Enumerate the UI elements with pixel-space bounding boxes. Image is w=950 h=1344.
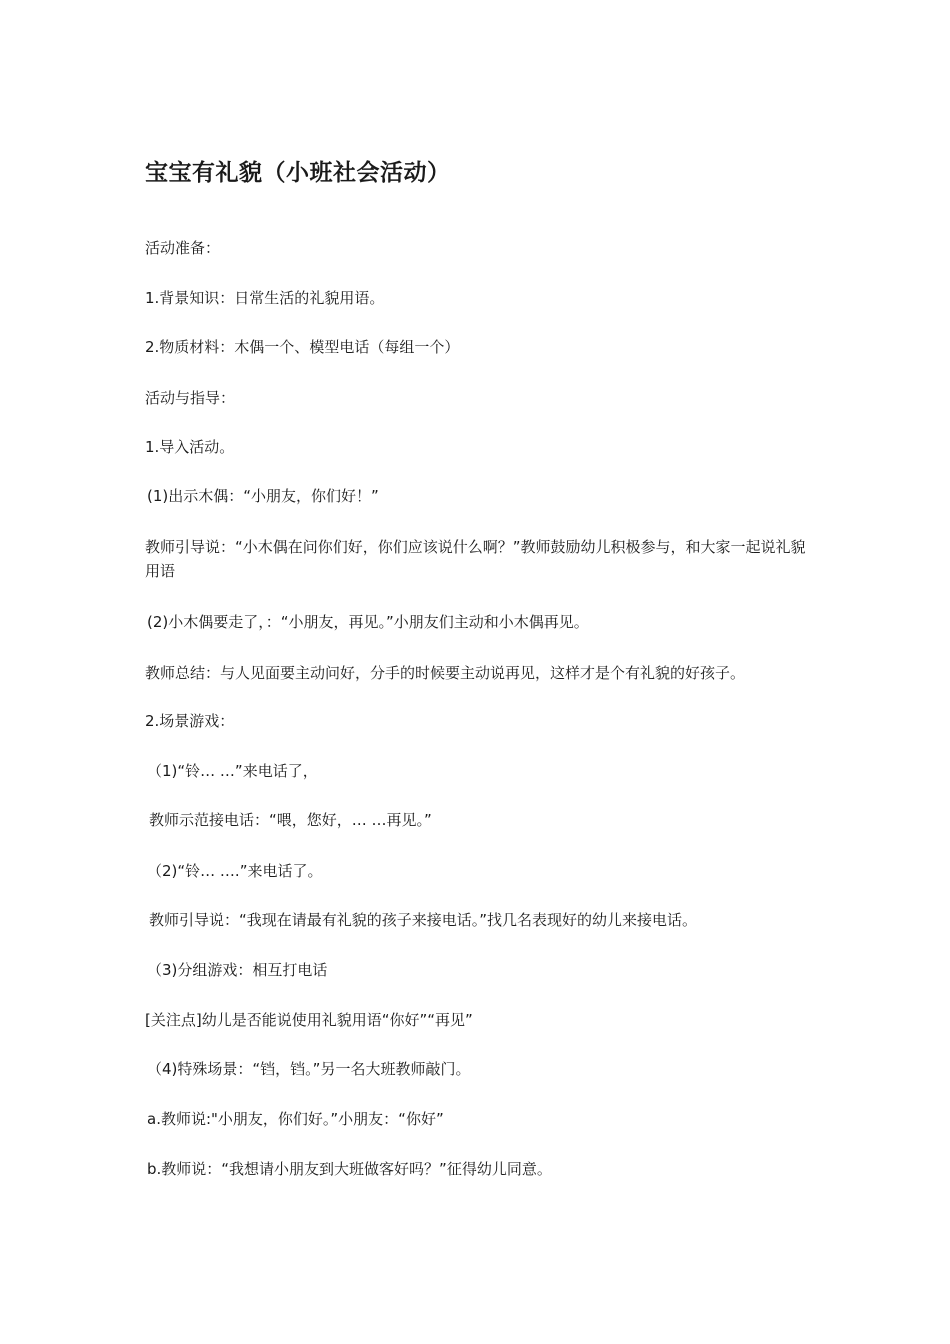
paragraph-intro-activity: 1.导入活动。 <box>145 438 235 456</box>
paragraph-scene-game: 2.场景游戏： <box>145 712 235 730</box>
paragraph-teacher-summary: 教师总结：与人见面要主动问好，分手的时候要主动说再见，这样才是个有礼貌的好孩子。 <box>145 664 746 682</box>
paragraph-puppet-leaves: (2)小木偶要走了，：“小朋友，再见。”小朋友们主动和小木偶再见。 <box>147 613 589 631</box>
paragraph-phone-ring-1: （1)“铃… …”来电话了， <box>147 762 318 780</box>
paragraph-special-scene: （4)特殊场景：“铛，铛。”另一名大班教师敲门。 <box>147 1060 471 1078</box>
document-title: 宝宝有礼貌（小班社会活动） <box>145 160 451 186</box>
paragraph-materials: 2.物质材料：木偶一个、模型电话（每组一个） <box>145 338 460 356</box>
paragraph-teacher-guide-1: 教师引导说：“小木偶在问你们好，你们应该说什么啊？”教师鼓励幼儿积极参与，和大家一起说礼貌用语 <box>145 538 806 580</box>
paragraph-item-b: b.教师说：“我想请小朋友到大班做客好吗？”征得幼儿同意。 <box>147 1160 552 1178</box>
paragraph-preparation-heading: 活动准备： <box>145 239 221 257</box>
paragraph-guidance-heading: 活动与指导： <box>145 389 236 407</box>
paragraph-background-knowledge: 1.背景知识：日常生活的礼貌用语。 <box>145 289 385 307</box>
paragraph-phone-ring-2: （2)“铃… ….”来电话了。 <box>147 862 323 880</box>
paragraph-group-game: （3)分组游戏：相互打电话 <box>147 961 328 979</box>
paragraph-item-a: a.教师说:"小朋友，你们好。”小朋友：“你好” <box>147 1110 444 1128</box>
paragraph-teacher-guide-2: 教师引导说：“我现在请最有礼貌的孩子来接电话。”找几名表现好的幼儿来接电话。 <box>149 911 698 929</box>
paragraph-focus-point: [关注点]幼儿是否能说使用礼貌用语“你好”“再见” <box>145 1011 473 1029</box>
paragraph-show-puppet: (1)出示木偶：“小朋友，你们好！” <box>147 487 379 505</box>
paragraph-teacher-demo: 教师示范接电话：“喂，您好，… …再见。” <box>149 811 432 829</box>
